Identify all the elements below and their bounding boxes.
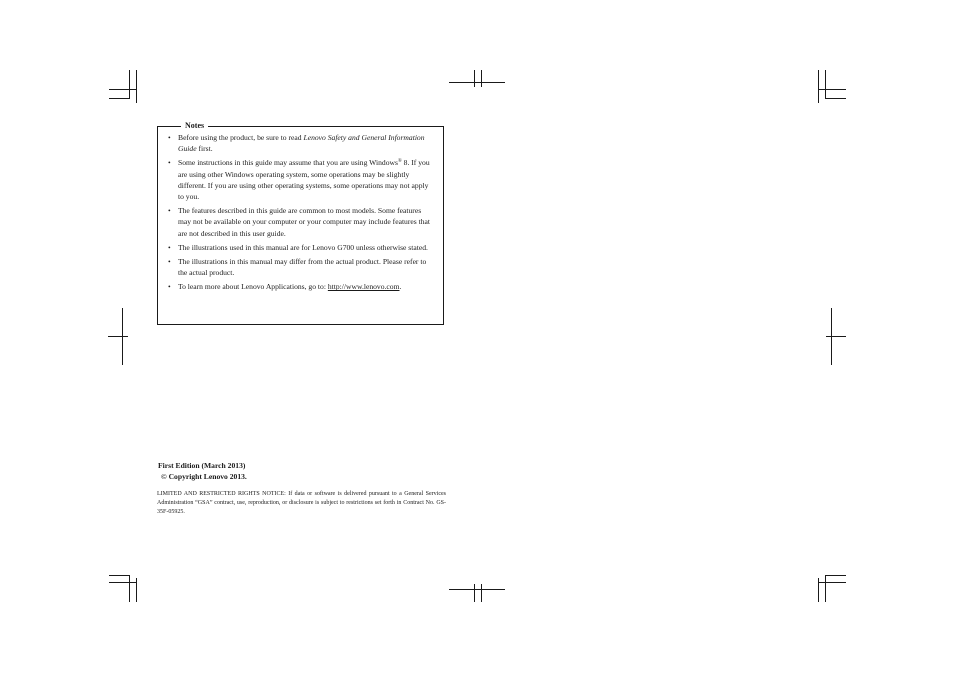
crop-mark [481, 584, 482, 602]
list-item: • To learn more about Lenovo Applications, go to: http://www.lenovo.com. [168, 281, 434, 292]
crop-mark [109, 89, 137, 90]
list-item: • The illustrations used in this manual are for Lenovo G700 unless otherwise stated. [168, 242, 434, 253]
crop-mark [122, 308, 123, 365]
crop-mark [109, 582, 137, 583]
edition-line: First Edition (March 2013) [158, 461, 246, 470]
list-item: • Some instructions in this guide may assume that you are using Windows® 8. If you are using other Windows operating system, some operations may be slightly different. If you are using other operating systems, some operations may not apply to you. [168, 157, 434, 202]
crop-mark [825, 98, 846, 99]
crop-mark [818, 578, 819, 602]
registered-mark: ® [397, 159, 402, 165]
crop-mark [449, 82, 505, 83]
list-item: • Before using the product, be sure to read Lenovo Safety and General Information Guide first. [168, 132, 434, 154]
notes-title: Notes [181, 120, 208, 131]
lenovo-link[interactable]: http://www.lenovo.com [327, 282, 400, 292]
crop-mark [449, 589, 505, 590]
edition-block [158, 460, 358, 482]
list-item: • The features described in this guide are common to most models. Some features may not be available on your computer or your computer may include features that are not described in this user guide. [168, 205, 434, 239]
guide-title: Lenovo Safety and General Information Guide [178, 133, 425, 154]
rights-notice: LIMITED AND RESTRICTED RIGHTS NOTICE: If data or software is delivered pursuant to a General Services Administration “GSA” contract, use, reproduction, or disclosure is subject to restrictions set forth in Contract No. GS-35F-05925. [157, 491, 446, 515]
crop-mark [825, 576, 826, 602]
crop-mark [818, 89, 846, 90]
crop-mark [481, 70, 482, 87]
crop-mark [136, 70, 137, 103]
crop-mark [818, 70, 819, 103]
crop-mark [109, 98, 130, 99]
crop-mark [474, 584, 475, 602]
notes-list [168, 132, 434, 296]
crop-mark [129, 576, 130, 602]
crop-mark [108, 336, 128, 337]
crop-mark [831, 308, 832, 365]
copyright-line: © Copyright Lenovo 2013. [161, 472, 247, 481]
crop-mark [825, 70, 826, 99]
crop-mark [129, 70, 130, 99]
crop-mark [136, 578, 137, 602]
crop-mark [818, 582, 846, 583]
list-item: • The illustrations in this manual may differ from the actual product. Please refer to the actual product. [168, 256, 434, 278]
crop-mark [109, 575, 130, 576]
crop-mark [825, 575, 846, 576]
crop-mark [474, 70, 475, 87]
crop-mark [826, 336, 846, 337]
